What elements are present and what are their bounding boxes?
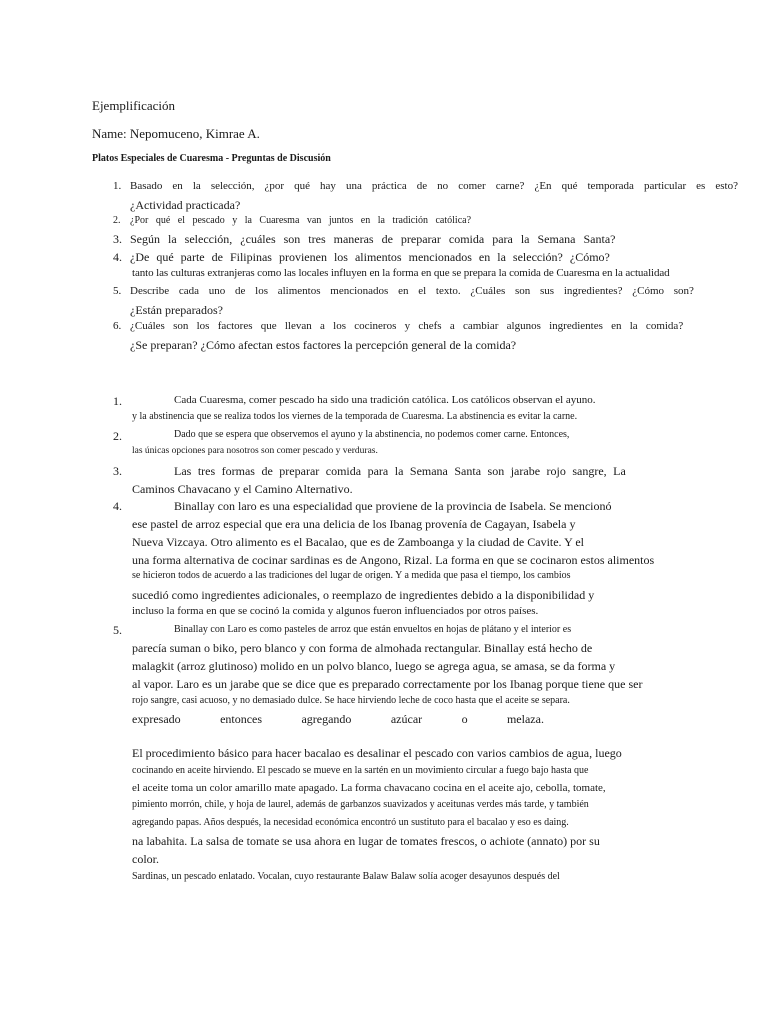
spaced-word: expresado xyxy=(132,712,181,726)
word: particular xyxy=(643,180,687,192)
word: son? xyxy=(673,285,694,297)
word: selección, xyxy=(210,180,255,192)
answer-spaced-line xyxy=(132,713,544,725)
word: en xyxy=(172,180,183,192)
spaced-word: azúcar xyxy=(390,712,423,726)
paragraph-line: na labahita. La salsa de tomate se usa ahora en lugar de tomates frescos, o achiote (annato) por su xyxy=(132,834,600,848)
answer-number: 3. xyxy=(113,464,122,478)
word: uno xyxy=(208,285,226,297)
word: ¿En xyxy=(534,180,552,192)
word: son xyxy=(514,285,531,297)
paragraph-line: agregando papas. Años después, la necesidad económica encontró un sustituto para el bacalao y eso es daing. xyxy=(132,817,569,828)
question-number: 6. xyxy=(113,320,122,332)
answer-text: parecía suman o biko, pero blanco y con forma de almohada rectangular. Binallay está hecho de xyxy=(132,641,593,655)
paragraph-line: cocinando en aceite hirviendo. El pescado se mueve en la sartén en un movimiento circular a fuego bajo hasta que xyxy=(132,765,589,776)
word: en xyxy=(398,285,409,297)
question-text: ¿Por qué el pescado y la Cuaresma van juntos en la tradición católica? xyxy=(130,215,472,226)
word: temporada xyxy=(587,180,634,192)
answer-number: 2. xyxy=(113,429,122,443)
word: comer xyxy=(458,180,486,192)
answer-text: Binallay con Laro es como pasteles de arroz que están envueltos en hojas de plátano y el interior es xyxy=(174,624,572,635)
word: el xyxy=(418,285,427,297)
question-text: ¿De qué parte de Filipinas provienen los alimentos mencionados en la selección? ¿Cómo? xyxy=(130,250,610,264)
paragraph-line: pimiento morrón, chile, y hoja de laurel, además de garbanzos suavizados y aceitunas verdes más tarde, y también xyxy=(132,799,589,810)
answer-number: 1. xyxy=(113,394,122,408)
spaced-word: agregando xyxy=(301,712,352,726)
word: es xyxy=(696,180,706,192)
answer-text: se hicieron todos de acuerdo a las tradiciones del lugar de origen. Y a medida que pasa el tiempo, los cambios xyxy=(132,570,571,581)
word: de xyxy=(235,285,246,297)
spaced-word: melaza. xyxy=(506,712,544,726)
question-text xyxy=(130,181,738,192)
paragraph-line: Sardinas, un pescado enlatado. Vocalan, cuyo restaurante Balaw Balaw solía acoger desayunos después del xyxy=(132,871,560,882)
answer-text: malagkit (arroz glutinoso) molido en un polvo blanco, luego se agrega agua, se amasa, se da forma y xyxy=(132,659,616,673)
word: ¿por xyxy=(264,180,285,192)
answer-text: Caminos Chavacano y el Camino Alternativo. xyxy=(132,482,353,496)
question-text: ¿Se preparan? ¿Cómo afectan estos factores la percepción general de la comida? xyxy=(130,338,517,352)
word: sus xyxy=(540,285,555,297)
question-text: Según la selección, ¿cuáles son tres maneras de preparar comida para la Semana Santa? xyxy=(130,232,616,246)
question-number: 2. xyxy=(113,215,121,226)
answer-text: Nueva Vizcaya. Otro alimento es el Bacalao, que es de Zamboanga y la ciudad de Cavite. Y el xyxy=(132,535,584,549)
question-text: tanto las culturas extranjeras como las locales influyen en la forma en que se prepara la comida de Cuaresma en la actualidad xyxy=(132,267,670,279)
word: qué xyxy=(561,180,578,192)
word: carne? xyxy=(495,180,525,192)
answer-text: Binallay con laro es una especialidad que proviene de la provincia de Isabela. Se mencionó xyxy=(174,499,612,513)
word: ingredientes? xyxy=(563,285,623,297)
word: no xyxy=(437,180,449,192)
question-text: ¿Actividad practicada? xyxy=(130,198,241,212)
word: de xyxy=(416,180,428,192)
question-number: 4. xyxy=(113,250,122,264)
question-number: 1. xyxy=(113,180,122,192)
answer-text: una forma alternativa de cocinar sardinas es de Angono, Rizal. La forma en que se cocinaron estos alimentos xyxy=(132,553,655,567)
word: ¿Cómo xyxy=(632,285,665,297)
paragraph-line: El procedimiento básico para hacer bacalao es desalinar el pescado con varios cambios de agua, luego xyxy=(132,746,622,760)
question-text: ¿Están preparados? xyxy=(130,303,223,317)
answer-text: Las tres formas de preparar comida para la Semana Santa son jarabe rojo sangre, La xyxy=(174,464,626,478)
answer-text: Dado que se espera que observemos el ayuno y la abstinencia, no podemos comer carne. Entonces, xyxy=(174,429,570,440)
answer-text: Cada Cuaresma, comer pescado ha sido una tradición católica. Los católicos observan el ayuno. xyxy=(174,394,596,406)
worksheet-subtitle: Platos Especiales de Cuaresma - Preguntas de Discusión xyxy=(92,153,331,164)
word: una xyxy=(345,180,362,192)
word: cada xyxy=(178,285,199,297)
question-number: 3. xyxy=(113,232,122,246)
word: mencionados xyxy=(330,285,389,297)
paragraph-line: el aceite toma un color amarillo mate apagado. La forma chavacano cocina en el aceite ajo, cebolla, tomate, xyxy=(132,782,606,794)
answer-number: 5. xyxy=(113,623,122,637)
question-text: ¿Cuáles son los factores que llevan a los cocineros y chefs a cambiar algunos ingredientes en la comida? xyxy=(130,320,684,332)
word: alimentos xyxy=(277,285,321,297)
answer-text: las únicas opciones para nosotros son comer pescado y verduras. xyxy=(132,446,378,456)
word: texto. xyxy=(435,285,461,297)
student-name: Name: Nepomuceno, Kimrae A. xyxy=(92,126,260,141)
word: práctica xyxy=(371,180,407,192)
word: ¿Cuáles xyxy=(470,285,506,297)
answer-text: rojo sangre, casi acuoso, y no demasiado dulce. Se hace hirviendo leche de coco hasta que el aceite se separa. xyxy=(132,695,570,706)
word: qué xyxy=(294,180,311,192)
spaced-word: o xyxy=(461,712,468,726)
answer-number: 4. xyxy=(113,499,122,513)
paragraph-line: color. xyxy=(132,852,159,866)
word: la xyxy=(192,180,201,192)
word: los xyxy=(255,285,268,297)
word: hay xyxy=(320,180,336,192)
question-text xyxy=(130,286,694,297)
answer-text: ese pastel de arroz especial que era una delicia de los Ibanag provenía de Cagayan, Isabela y xyxy=(132,517,576,531)
answer-text: incluso la forma en que se cocinó la comida y algunos fueron influenciados por otros países. xyxy=(132,605,539,617)
question-number: 5. xyxy=(113,285,122,297)
spaced-word: entonces xyxy=(220,712,263,726)
word: esto? xyxy=(715,180,738,192)
document-title: Ejemplificación xyxy=(92,98,176,113)
answer-text: y la abstinencia que se realiza todos los viernes de la temporada de Cuaresma. La abstinencia es evitar la carne. xyxy=(132,411,578,422)
word: Describe xyxy=(130,285,170,297)
answer-text: al vapor. Laro es un jarabe que se dice que es preparado correctamente por los Ibanag porque tiene que ser xyxy=(132,677,643,691)
answer-text: sucedió como ingredientes adicionales, o reemplazo de ingredientes debido a la disponibilidad y xyxy=(132,588,595,602)
word: Basado xyxy=(130,180,163,192)
